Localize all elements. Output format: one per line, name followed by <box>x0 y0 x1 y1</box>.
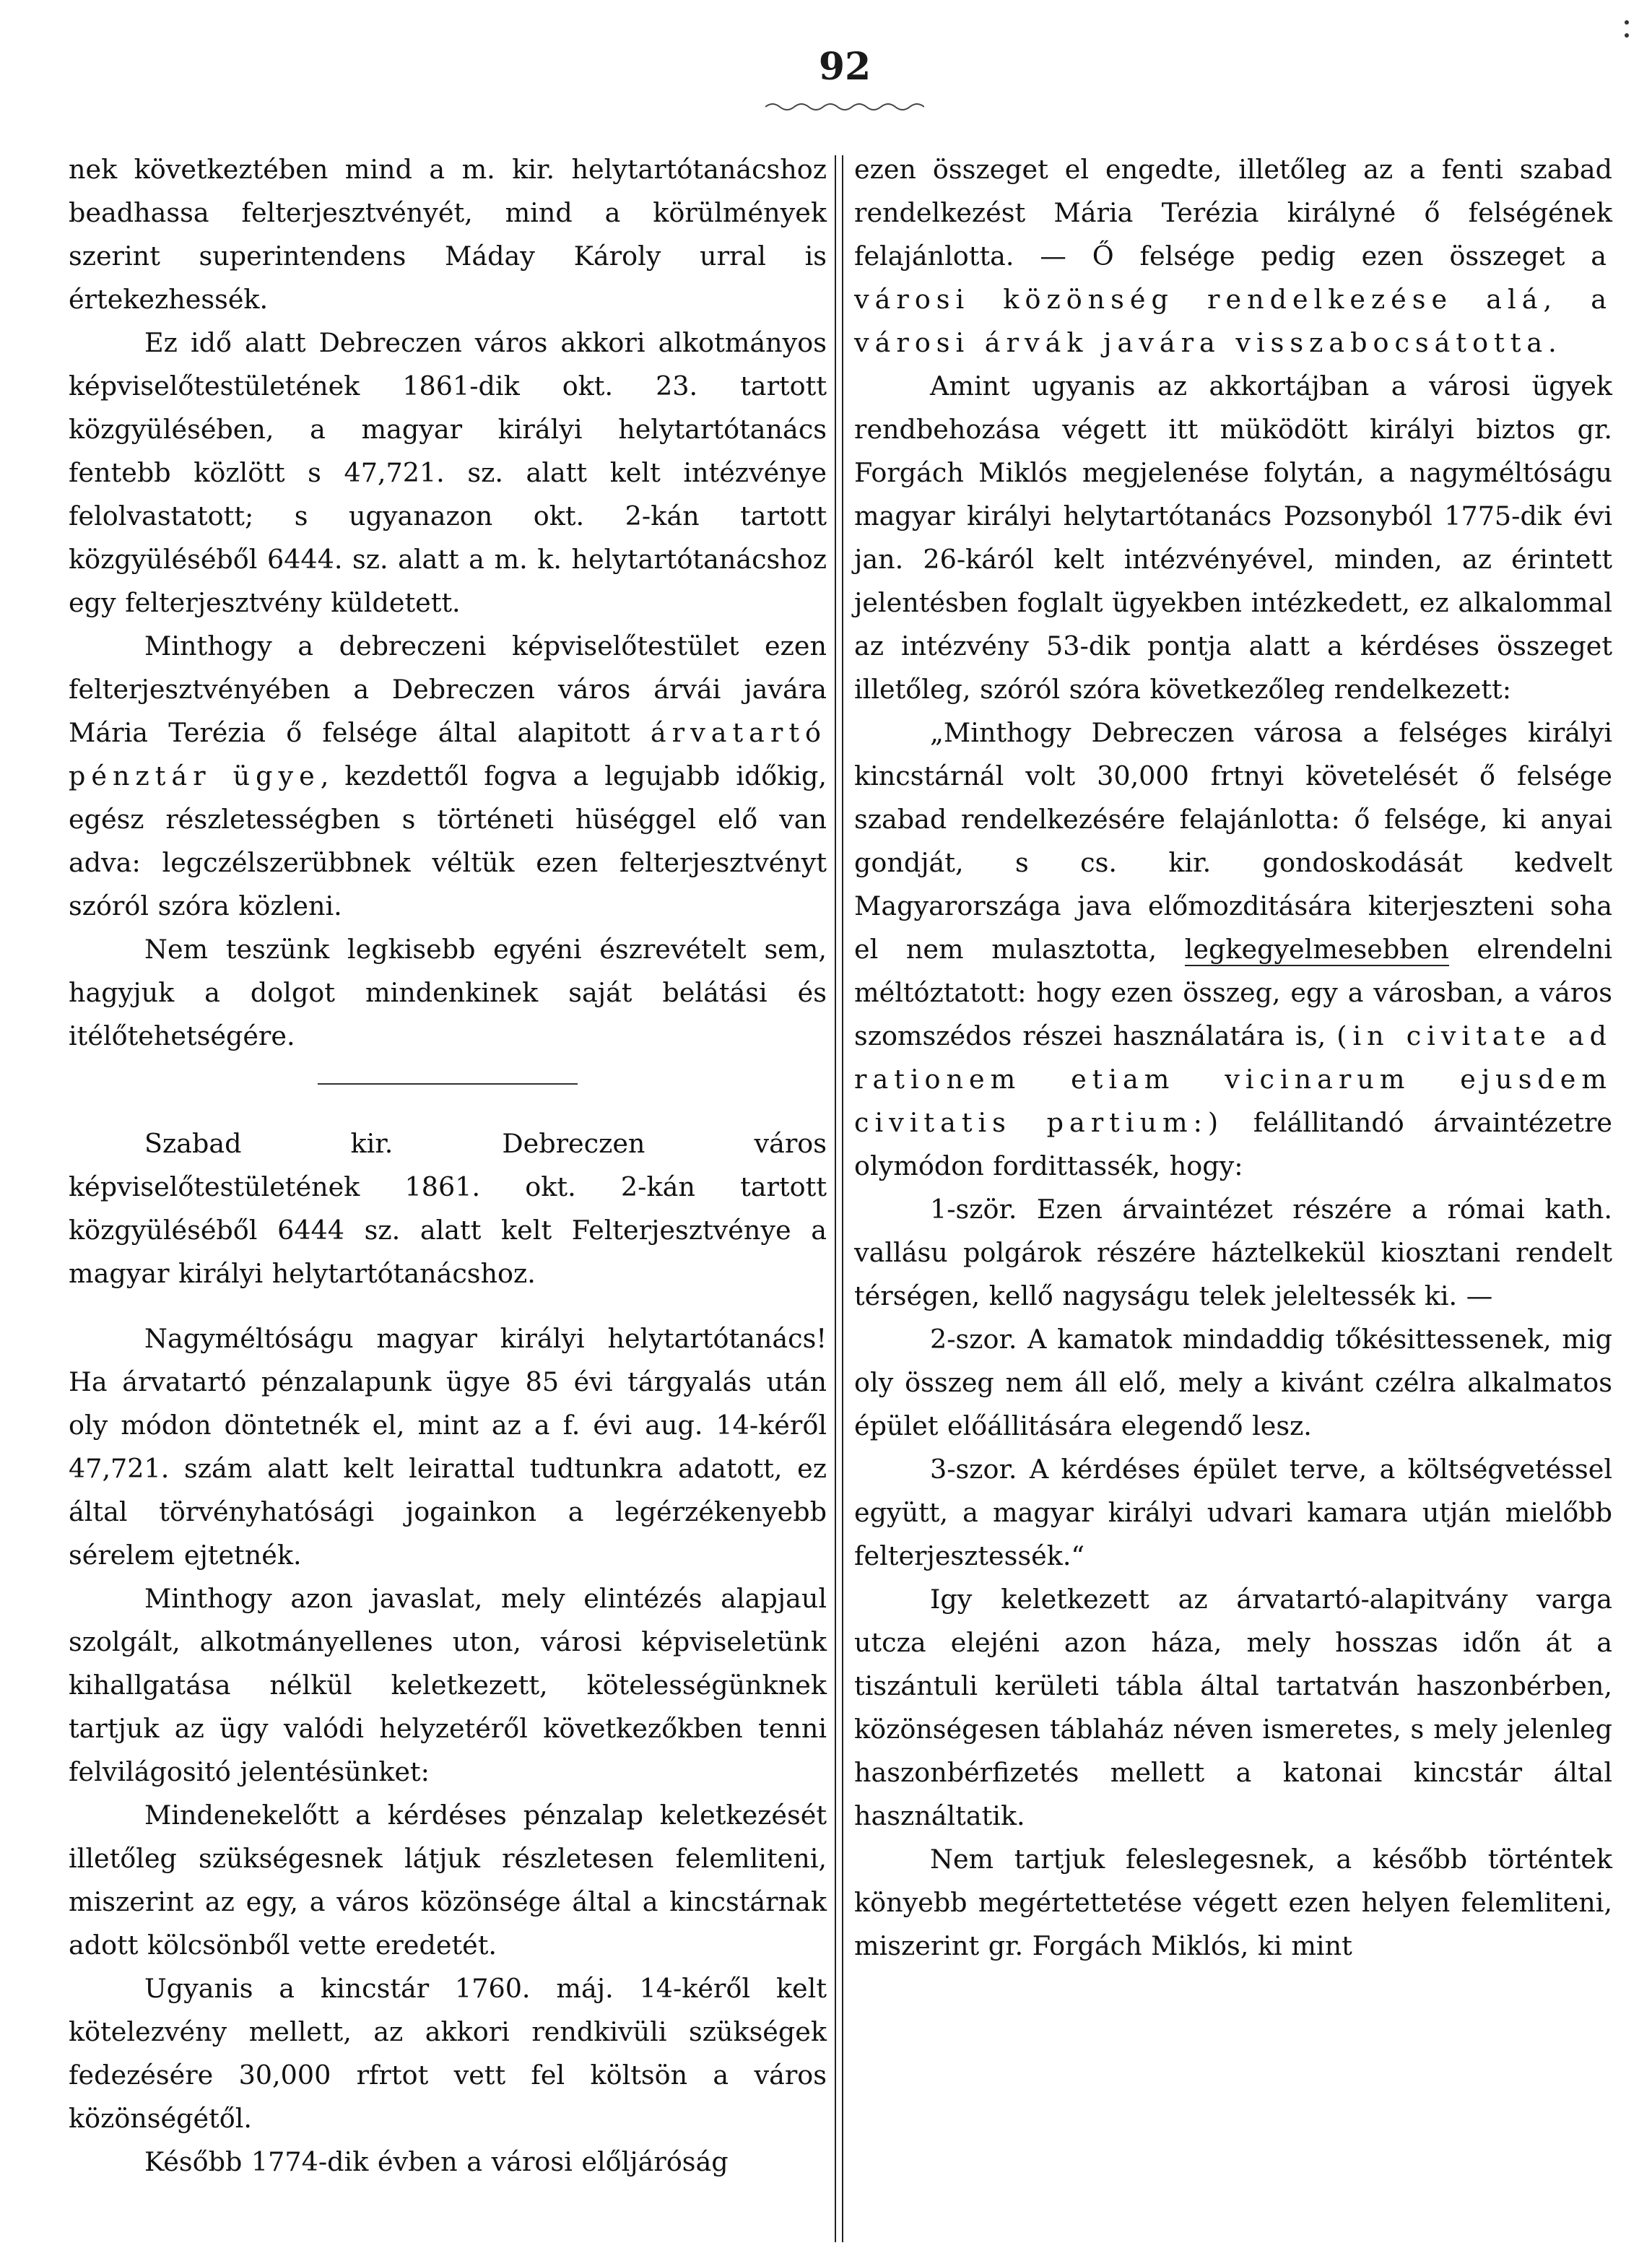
emphasized-text: árvatartó pénztár ügye <box>69 717 827 791</box>
paragraph <box>854 148 1612 365</box>
paragraph: Igy keletkezett az árvatartó-alapitvány varga utcza elejéni azon háza, mely hosszas időn át a tiszántuli kerületi tábla által tartatván haszonbérben, közönségesen táblaház néven ismeretes, s mely jelenleg haszonbérfizetés mellett a katonai kincstár által használtatik. <box>854 1584 1612 1831</box>
text-run: elrendelni méltóztatott: hogy ezen összeg, egy a városban, a város szomszédos részei használatára is, <box>854 934 1612 1051</box>
underlined-text: legkegyelmesebben <box>1184 934 1449 965</box>
latin-quote: (in civitate ad rationem etiam vicinarum ejusdem civitatis partium:) <box>854 1020 1612 1138</box>
margin-mark <box>1625 20 1629 25</box>
emphasized-text: a városi közönség rendelkezése alá, a városi árvák javára visszabocsátotta. <box>854 240 1612 358</box>
paragraph: Később 1774-dik évben a városi előljáróság <box>144 2146 729 2177</box>
text-run: felállitandó árvaintézetre olymódon fordittassék, hogy: <box>854 1107 1613 1181</box>
paragraph: Ugyanis a kincstár 1760. máj. 14-kéről kelt kötelezvény mellett, az akkori rendkivüli szükségek fedezésére 30,000 rfrtot vett fel költsön a város közönségétől. <box>69 1973 827 2134</box>
paragraph: Nagyméltóságu magyar királyi helytartótanács! Ha árvatartó pénzalapunk ügye 85 évi tárgyalás után oly módon döntetnék el, mint az a f. évi aug. 14-kéről 47,721. szám alatt kelt leirattal tudtunkra adatott, ez által törvényhatósági jogainkon a legérzékenyebb sérelem ejtetnék. <box>69 1323 827 1571</box>
paragraph: Mindenekelőtt a kérdéses pénzalap keletkezését illetőleg szükségesnek látjuk részletesen felemliteni, miszerint az egy, a város közönsége által a kincstárnak adott kölcsönből vette eredetét. <box>69 1800 827 1961</box>
numbered-paragraph: 2-szor. A kamatok mindaddig tőkésittessenek, mig oly összeg nem áll elő, mely a kivánt czélra alkalmatos épület előállitására elegendő lesz. <box>854 1324 1612 1441</box>
section-divider <box>318 1083 578 1085</box>
paragraph: Nem teszünk legkisebb egyéni észrevételt sem, hagyjuk a dolgot mindenkinek saját belátási és itélőtehetségére. <box>69 934 827 1051</box>
paragraph: nek következtében mind a m. kir. helytartótanácshoz beadhassa felterjesztvényét, mind a körülmények szerint superintendens Máday Károly urral is értekezhessék. <box>69 154 827 315</box>
column-divider <box>835 155 843 2242</box>
left-column <box>69 148 827 2184</box>
text-run: ezen összeget el engedte, illetőleg az a fenti szabad rendelkezést Mária Terézia királyné ő felségének felajánlotta. — Ő felsége pedig ezen összeget <box>854 154 1612 272</box>
paragraph: Minthogy azon javaslat, mely elintézés alapjaul szolgált, alkotmányellenes uton, városi képviseletünk kihallgatása nélkül keletkezett, kötelességünknek tartjuk az ügy valódi helyzetéről következőkben tenni felvilágositó jelentésünket: <box>69 1583 827 1787</box>
margin-mark <box>1625 33 1629 38</box>
document-heading: Szabad kir. Debreczen város képviselőtestületének 1861. okt. 2-kán tartott közgyüléséből 6444 sz. alatt kelt Felterjesztvénye a magyar királyi helytartótanácshoz. <box>69 1128 827 1289</box>
page-number: 92 <box>818 45 871 89</box>
text-run: Minthogy a debreczeni képviselőtestület ezen felterjesztvényében a Debreczen város árvái javára Mária Terézia ő felsége által alapitott <box>69 630 827 748</box>
ornament-rule <box>765 101 924 113</box>
text-run: „Minthogy Debreczen városa a felséges királyi kincstárnál volt 30,000 frtnyi követelését ő felsége szabad rendelkezésére felajánlotta: ő felsége, ki anyai gondját, s cs. kir. gondoskodását kedvelt Magyarországa java előmozditására kiterjeszteni soha el nem mulasztotta, <box>854 717 1612 965</box>
quoted-paragraph <box>854 711 1612 1188</box>
numbered-paragraph: 1-ször. Ezen árvaintézet részére a római kath. vallásu polgárok részére háztelkekül kiosztani rendelt térségen, kellő nagyságu telek jeleltessék ki. — <box>854 1194 1612 1311</box>
paragraph: Amint ugyanis az akkortájban a városi ügyek rendbehozása végett itt müködött királyi biztos gr. Forgách Miklós megjelenése folytán, a nagyméltóságu magyar királyi helytartótanács Pozsonyból 1775-dik évi jan. 26-káról kelt intézvényével, minden, az érintett jelentésben foglalt ügyekben intézkedett, ez alkalommal az intézvény 53-dik pontja alatt a kérdéses összeget illetőleg, szóról szóra következőleg rendelkezett: <box>854 370 1612 705</box>
numbered-paragraph: 3-szor. A kérdéses épület terve, a költségvetéssel együtt, a magyar királyi udvari kamara utján mielőbb felterjesztessék.“ <box>854 1454 1612 1571</box>
paragraph <box>69 625 827 928</box>
paragraph: Ez idő alatt Debreczen város akkori alkotmányos képviselőtestületének 1861-dik okt. 23. tartott közgyülésében, a magyar királyi helytartótanács fentebb közlött s 47,721. sz. alatt kelt intézvénye felolvastatott; s ugyanazon okt. 2-kán tartott közgyüléséből 6444. sz. alatt a m. k. helytartótanácshoz egy felterjesztvény küldetett. <box>69 327 827 618</box>
paragraph: Nem tartjuk feleslegesnek, a később történtek könyebb megértettetése végett ezen helyen felemliteni, miszerint gr. Forgách Miklós, ki mint <box>854 1844 1612 1961</box>
right-column <box>854 148 1612 1968</box>
text-run: , kezdettől fogva a legujabb időkig, egész részletességben s történeti hüséggel elő van adva: legczélszerübbnek véltük ezen felterjesztvényt szóról szóra közleni. <box>69 760 827 921</box>
